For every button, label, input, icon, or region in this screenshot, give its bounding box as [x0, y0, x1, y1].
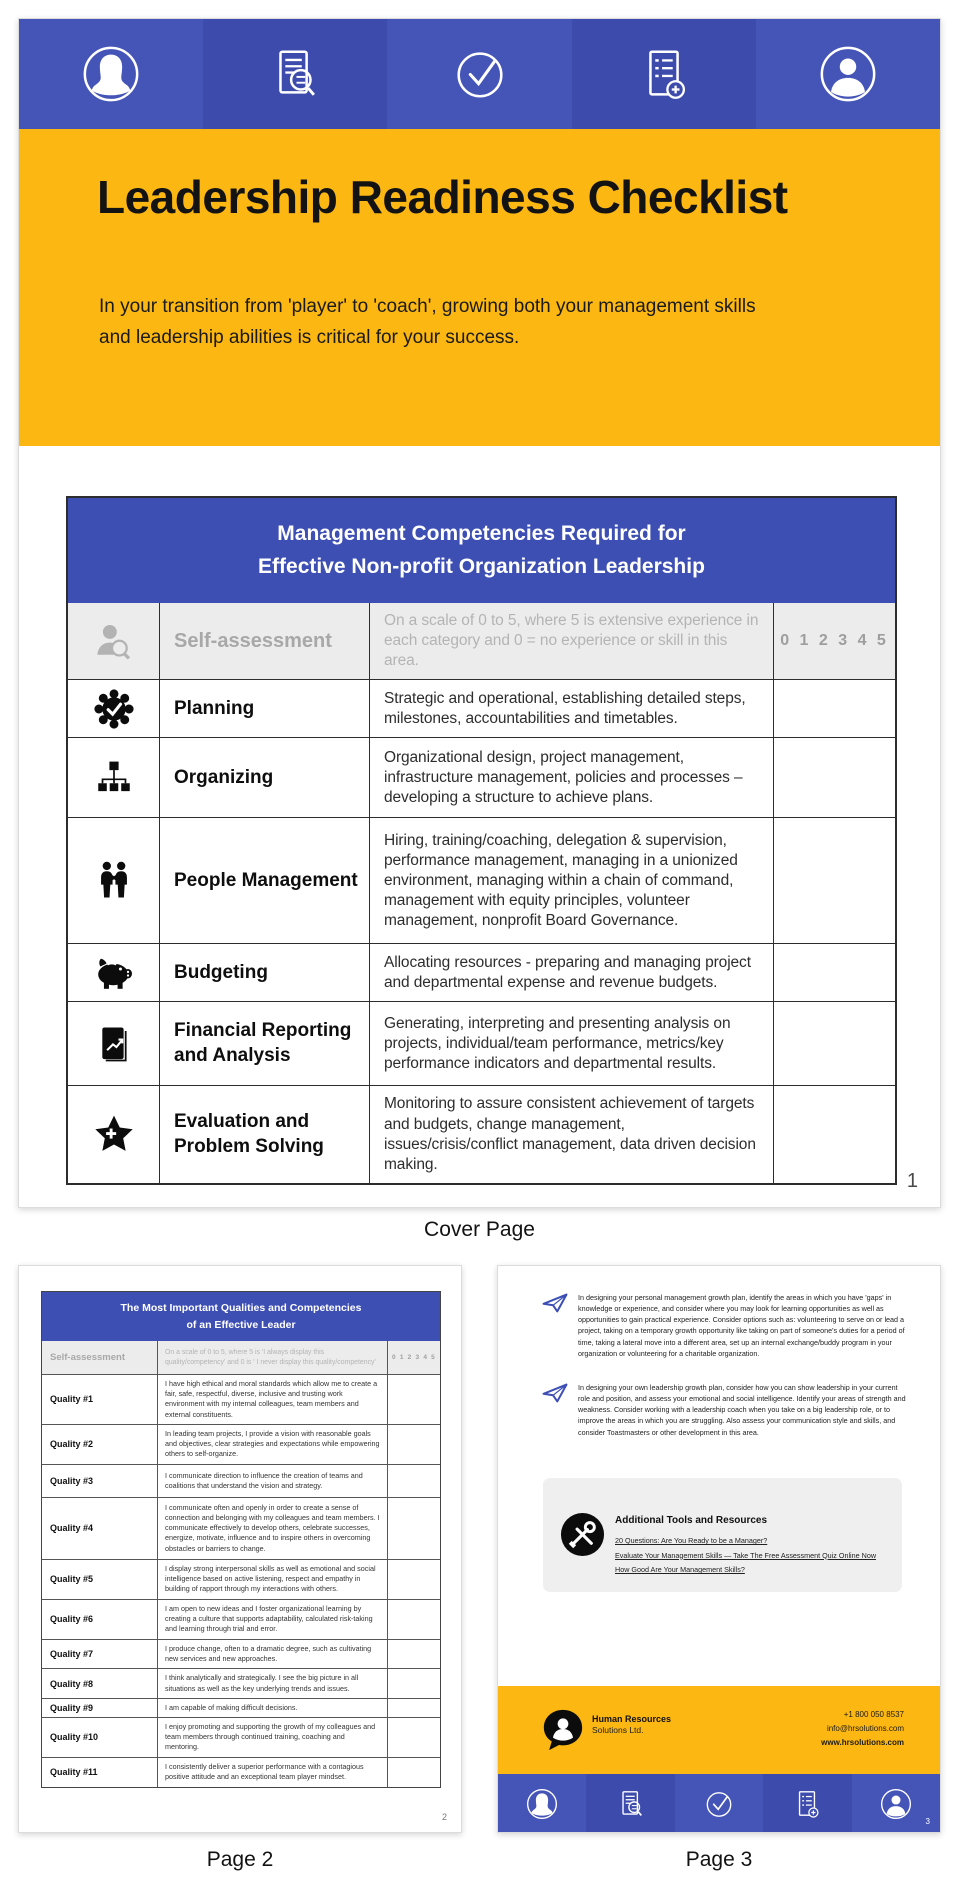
cover-caption: Cover Page — [424, 1218, 535, 1241]
competency-description: Monitoring to assure consistent achievement of targets and budgets, change management, issues/crisis/conflict management, data driven decision making. — [369, 1086, 773, 1183]
male-avatar-icon — [879, 1787, 913, 1821]
page-number: 2 — [441, 1812, 447, 1822]
contact-email: info@hrsolutions.com — [826, 1724, 904, 1733]
check-circle-icon — [449, 43, 511, 105]
table-heading-line1: The Most Important Qualities and Competencies — [120, 1302, 362, 1315]
speech-bubble-person-icon — [540, 1707, 586, 1753]
band-stripe — [586, 1774, 674, 1833]
document-search-icon — [264, 43, 326, 105]
self-assessment-description: On a scale of 0 to 5, where 5 is extensive experience in each category and 0 = no experience or skill in this area. — [369, 603, 773, 679]
quality-description: I consistently deliver a superior performance with a contagious positive attitude and an exceptional team player mindset. — [157, 1758, 387, 1787]
growth-plan-paragraph: In designing your personal management growth plan, identify the areas in which you have 'gaps' in knowledge or experience, and consider where you may look for learning opportunities as well as opportunities to gain practical experience. Consider options such as: volunteering to serve on or lead a project, taking on a temporary growth opportunity like taking on part of someone's duties for a period of time, taking a lateral move into a different area, set up an internal exchange/buddy program in your organization or volunteering for a charitable organization. — [578, 1293, 905, 1358]
quality-label: Quality #9 — [50, 1702, 94, 1713]
competency-description: Organizational design, project management, infrastructure management, policies and processes – developing a structure to achieve plans. — [369, 738, 773, 817]
table-row-quality — [42, 1464, 440, 1497]
table-row-financial-reporting — [68, 1001, 895, 1085]
footer-icon-band — [498, 1774, 940, 1833]
piggy-bank-icon — [91, 950, 137, 996]
badge-check-icon — [92, 687, 136, 731]
rating-cell — [387, 1375, 440, 1424]
table-row-quality — [42, 1599, 440, 1639]
rating-cell — [773, 1086, 895, 1183]
female-avatar-icon — [525, 1787, 559, 1821]
tools-icon — [559, 1511, 606, 1558]
quality-label: Quality #8 — [50, 1678, 94, 1689]
table-heading-line2: Effective Non-profit Organization Leadership — [258, 554, 705, 578]
competency-label: People Management — [159, 818, 369, 943]
rating-cell — [387, 1640, 440, 1668]
table-row-quality — [42, 1757, 440, 1787]
contact-phone: +1 800 050 8537 — [843, 1710, 904, 1719]
table-row-organizing — [68, 737, 895, 817]
org-chart-icon — [93, 757, 135, 799]
rating-cell — [387, 1758, 440, 1787]
table-row-quality — [42, 1559, 440, 1599]
resources-title: Additional Tools and Resources — [615, 1515, 768, 1526]
paper-plane-icon — [542, 1293, 568, 1313]
table-row-people-management — [68, 817, 895, 943]
self-assessment-description: On a scale of 0 to 5, where 5 is 'I always display this quality/competency' and 0 is ' I never display this quality/competency' — [157, 1341, 387, 1374]
competency-label: Planning — [159, 680, 369, 737]
self-assessment-label: Self-assessment — [159, 603, 369, 679]
cover-page-preview[interactable] — [18, 18, 941, 1208]
page-subtitle: In your transition from 'player' to 'coach', growing both your management skills and leadership abilities is critical for your success. — [99, 296, 756, 349]
cover-hero — [19, 129, 940, 446]
quality-description: I display strong interpersonal skills as well as emotional and social intelligence based on active listening, respect and empathy in building of rapport through my interactions with others. — [157, 1560, 387, 1599]
competencies-table — [66, 496, 897, 1185]
competency-description: Hiring, training/coaching, delegation & supervision, performance management, managing in a unionized environment, managing within a chain of command, management with equity principles, volunteer management, nonprofit Board Governance. — [369, 818, 773, 943]
page-2-preview[interactable] — [18, 1265, 462, 1833]
competency-description: Generating, interpreting and presenting analysis on projects, individual/team performance, metrics/key performance indicators and departmental results. — [369, 1002, 773, 1085]
rating-cell — [387, 1600, 440, 1639]
table-row-planning — [68, 679, 895, 737]
cover-icon-band — [19, 19, 940, 129]
table-row-evaluation — [68, 1085, 895, 1183]
company-name — [592, 1713, 671, 1737]
band-stripe — [763, 1774, 851, 1833]
table-row-quality — [42, 1424, 440, 1464]
table-heading-line2: of an Effective Leader — [186, 1318, 296, 1331]
rating-scale: 0 1 2 3 4 5 — [387, 1341, 440, 1374]
people-handshake-icon — [91, 858, 137, 904]
competency-label: Financial Reporting and Analysis — [159, 1002, 369, 1085]
rating-scale: 0 1 2 3 4 5 — [773, 603, 895, 679]
quality-description: I am capable of making difficult decisions. — [157, 1699, 387, 1717]
resource-link-20-questions[interactable]: 20 Questions: Are You Ready to be a Manager? — [615, 1536, 768, 1545]
quality-description: I communicate direction to influence the creation of teams and coalitions that understand the vision and strategy. — [157, 1465, 387, 1497]
table-heading-line1: Management Competencies Required for — [277, 521, 686, 545]
band-stripe — [387, 19, 571, 129]
report-book-icon — [92, 1022, 136, 1066]
self-assessment-row — [68, 603, 895, 679]
resource-link-evaluate-skills[interactable]: Evaluate Your Management Skills — Take The Free Assessment Quiz Online Now — [615, 1550, 877, 1560]
quality-label: Quality #1 — [50, 1394, 94, 1405]
leadership-plan-paragraph: In designing your own leadership growth plan, consider how you can show leadership in your current role and position, and assess your emotional and social intelligence. Identify your areas of strength and weakness. Consider working with a leadership coach when you take on a big leadership role, or to improve the areas in which you are struggling. Also assess your communication style and skills, and consider Toastmasters or other development in this area. — [578, 1383, 906, 1437]
self-assessment-row — [42, 1341, 440, 1374]
page-title: Leadership Readiness Checklist — [97, 171, 788, 223]
competency-label: Evaluation and Problem Solving — [159, 1086, 369, 1183]
contact-website: www.hrsolutions.com — [821, 1738, 904, 1747]
rating-cell — [387, 1699, 440, 1717]
quality-description: In leading team projects, I provide a vision with reasonable goals and objectives, clear strategies and expectations while empowering others to self-organize. — [157, 1425, 387, 1464]
self-assessment-label: Self-assessment — [50, 1352, 125, 1363]
resources-box — [543, 1478, 902, 1592]
contact-info — [821, 1708, 904, 1750]
rating-cell — [773, 680, 895, 737]
rating-cell — [387, 1718, 440, 1757]
row-icon-cell — [68, 1086, 159, 1183]
band-stripe — [756, 19, 940, 129]
row-icon-cell — [68, 944, 159, 1001]
company-name-line2: Solutions Ltd. — [592, 1725, 644, 1736]
rating-cell — [773, 818, 895, 943]
quality-description: I am open to new ideas and I foster organizational learning by creating a culture that supports adaptability, calculated risk-taking and learning through trial and error. — [157, 1600, 387, 1639]
quality-description: I communicate often and openly in order to create a sense of connection and belonging with my colleagues and team members. I communicate effectively to develop others, celebrate successes, energize, motivate, influence and to inspire others in overcoming obstacles or barriers to change. — [157, 1498, 387, 1559]
table-heading — [68, 498, 895, 603]
quality-description: I think analytically and strategically. I see the big picture in all situations as well as the key underlying trends and issues. — [157, 1669, 387, 1697]
row-icon-cell — [68, 738, 159, 817]
band-stripe — [572, 19, 756, 129]
competency-label: Organizing — [159, 738, 369, 817]
paper-plane-icon — [542, 1383, 568, 1403]
quality-description: I produce change, often to a dramatic degree, such as cultivating new services and new approaches. — [157, 1640, 387, 1668]
quality-label: Quality #4 — [50, 1523, 94, 1534]
star-plus-icon — [91, 1112, 137, 1158]
row-icon-cell — [68, 1002, 159, 1085]
band-stripe — [203, 19, 387, 129]
table-row-quality — [42, 1374, 440, 1424]
rating-cell — [387, 1560, 440, 1599]
rating-cell — [387, 1465, 440, 1497]
table-row-quality — [42, 1497, 440, 1559]
company-name-line1: Human Resources — [592, 1714, 672, 1724]
table-row-quality — [42, 1668, 440, 1697]
row-icon-cell — [68, 818, 159, 943]
page-3-caption: Page 3 — [685, 1848, 753, 1871]
rating-cell — [773, 1002, 895, 1085]
document-search-icon — [614, 1787, 648, 1821]
table-heading — [42, 1292, 440, 1341]
table-row-quality — [42, 1698, 440, 1717]
page-2-caption: Page 2 — [206, 1848, 274, 1871]
competency-description: Strategic and operational, establishing detailed steps, milestones, accountabilities and timetables. — [369, 680, 773, 737]
quality-label: Quality #11 — [50, 1767, 98, 1778]
female-avatar-icon — [80, 43, 142, 105]
page-number: 3 — [925, 1817, 930, 1826]
quality-label: Quality #5 — [50, 1574, 94, 1585]
row-icon-cell — [68, 680, 159, 737]
quality-label: Quality #7 — [50, 1649, 94, 1660]
band-stripe — [19, 19, 203, 129]
competency-label: Budgeting — [159, 944, 369, 1001]
rating-cell — [773, 738, 895, 817]
competency-description: Allocating resources - preparing and managing project and departmental expense and revenue budgets. — [369, 944, 773, 1001]
table-row-quality — [42, 1639, 440, 1668]
table-row-budgeting — [68, 943, 895, 1001]
quality-label: Quality #2 — [50, 1439, 94, 1450]
page-number: 1 — [906, 1170, 918, 1192]
band-stripe — [675, 1774, 763, 1833]
resource-link-how-good[interactable]: How Good Are Your Management Skills? — [615, 1565, 745, 1574]
band-stripe — [498, 1774, 586, 1833]
quality-description: I have high ethical and moral standards which allow me to create a fair, safe, respectful, diverse, inclusive and trusting work environment with my internal colleagues, team members and external constituents. — [157, 1375, 387, 1424]
qualities-table — [41, 1291, 441, 1788]
rating-cell — [773, 944, 895, 1001]
rating-cell — [387, 1498, 440, 1559]
footer-contact-bar — [498, 1686, 940, 1774]
quality-label: Quality #3 — [50, 1475, 94, 1486]
checklist-add-icon — [633, 43, 695, 105]
checklist-add-icon — [790, 1787, 824, 1821]
quality-label: Quality #10 — [50, 1732, 99, 1743]
person-search-icon — [90, 618, 137, 665]
row-icon-cell — [68, 603, 159, 679]
quality-description: I enjoy promoting and supporting the growth of my colleagues and team members through continued training, coaching and mentoring. — [157, 1718, 387, 1757]
male-avatar-icon — [817, 43, 879, 105]
page-3-preview[interactable] — [497, 1265, 941, 1833]
rating-cell — [387, 1425, 440, 1464]
rating-cell — [387, 1669, 440, 1697]
check-circle-icon — [702, 1787, 736, 1821]
quality-label: Quality #6 — [50, 1614, 94, 1625]
resources-links — [615, 1536, 876, 1580]
table-row-quality — [42, 1717, 440, 1757]
